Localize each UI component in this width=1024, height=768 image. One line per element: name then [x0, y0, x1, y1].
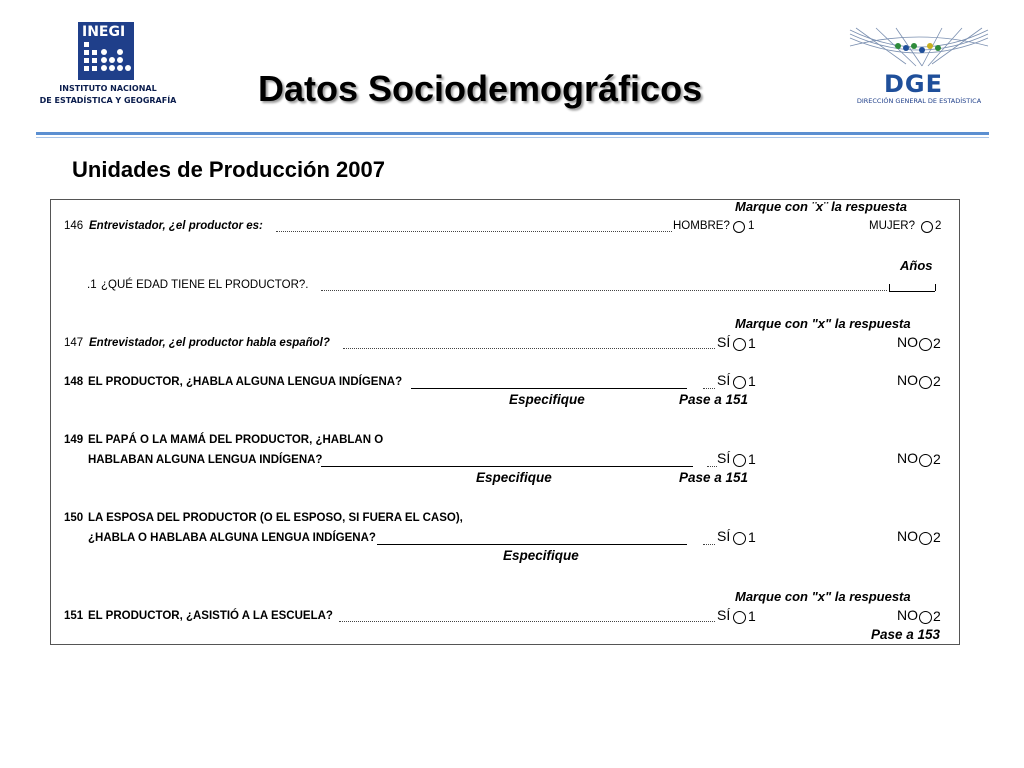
q150-no-code: 2 [933, 529, 941, 545]
q150-yes-label: SÍ [717, 528, 731, 544]
q146-opt2-code: 2 [935, 220, 942, 232]
q148-yes-label: SÍ [717, 372, 731, 388]
q146-1-leader [321, 290, 887, 291]
q148-yes-code: 1 [748, 373, 756, 389]
q148-leader [703, 388, 715, 389]
q149-text-line1: EL PAPÁ O LA MAMÁ DEL PRODUCTOR, ¿HABLAN O [88, 434, 384, 446]
q147-text: Entrevistador, ¿el productor habla español? [89, 337, 330, 349]
q150-text-line1: LA ESPOSA DEL PRODUCTOR (O EL ESPOSO, SI FUERA EL CASO), [88, 512, 463, 524]
page-title: Datos Sociodemográficos [258, 68, 703, 109]
q148-no-code: 2 [933, 373, 941, 389]
q147-yes-radio[interactable] [733, 338, 746, 351]
q151-no-radio[interactable] [919, 611, 932, 624]
q146-opt2-label: MUJER? [869, 220, 916, 232]
q148-no-radio[interactable] [919, 376, 932, 389]
q150-text-line2: ¿HABLA O HABLABA ALGUNA LENGUA INDÍGENA? [88, 532, 376, 544]
q150-specify-label: Especifique [503, 548, 579, 563]
header-divider-thin [36, 137, 989, 138]
q146-1-number: .1 [87, 279, 97, 291]
dge-logo-line1: DIRECCIÓN GENERAL DE ESTADÍSTICA [856, 97, 982, 105]
q150-yes-radio[interactable] [733, 532, 746, 545]
q147-no-label: NO [897, 334, 918, 350]
q146-opt1-label: HOMBRE? [673, 220, 730, 232]
q148-text: EL PRODUCTOR, ¿HABLA ALGUNA LENGUA INDÍGENA? [88, 376, 403, 388]
q146-1-unit: Años [900, 258, 933, 273]
instruction-146: Marque con ¨x¨ la respuesta [735, 199, 907, 214]
q146-1-text: ¿QUÉ EDAD TIENE EL PRODUCTOR?. [101, 279, 309, 291]
q150-number: 150 [64, 512, 84, 524]
q150-leader [703, 544, 715, 545]
q149-text-line2: HABLABAN ALGUNA LENGUA INDÍGENA? [88, 454, 323, 466]
q150-no-radio[interactable] [919, 532, 932, 545]
subtitle: Unidades de Producción 2007 [72, 157, 385, 182]
q147-no-radio[interactable] [919, 338, 932, 351]
dge-logo-icon [846, 24, 992, 70]
q148-number: 148 [64, 376, 84, 388]
q146-opt2-radio[interactable] [921, 221, 933, 233]
dge-logo-word: DGE [884, 70, 944, 98]
q147-number: 147 [64, 337, 84, 349]
q151-text: EL PRODUCTOR, ¿ASISTIÓ A LA ESCUELA? [88, 610, 333, 622]
q146-1-age-input[interactable] [889, 291, 935, 292]
dge-logo [846, 24, 992, 108]
inegi-logo [38, 22, 178, 114]
q146-1-age-tick-left [889, 284, 890, 291]
q149-yes-code: 1 [748, 451, 756, 467]
q151-yes-label: SÍ [717, 607, 731, 623]
inegi-logo-line2: DE ESTADÍSTICA Y GEOGRAFÍA [39, 96, 177, 105]
q146-text: Entrevistador, ¿el productor es: [89, 220, 263, 232]
q146-leader [276, 231, 672, 232]
q151-no-code: 2 [933, 608, 941, 624]
inegi-logo-word: INEGI [82, 24, 126, 40]
instruction-147: Marque con "x" la respuesta [735, 316, 911, 331]
q151-no-label: NO [897, 607, 918, 623]
q147-yes-label: SÍ [717, 334, 731, 350]
q147-yes-code: 1 [748, 335, 756, 351]
q151-skip: Pase a 153 [871, 627, 941, 642]
q151-number: 151 [64, 610, 84, 622]
q151-leader [339, 621, 715, 622]
q149-leader [707, 466, 717, 467]
q146-number: 146 [64, 220, 84, 232]
instruction-151: Marque con "x" la respuesta [735, 589, 911, 604]
q146-1-age-tick-right [935, 284, 936, 291]
q149-number: 149 [64, 434, 84, 446]
q151-yes-code: 1 [748, 608, 756, 624]
q149-no-code: 2 [933, 451, 941, 467]
questionnaire-form [50, 199, 960, 645]
q149-specify-input[interactable] [321, 466, 693, 467]
q149-yes-label: SÍ [717, 450, 731, 466]
q150-no-label: NO [897, 528, 918, 544]
inegi-logo-line1: INSTITUTO NACIONAL [59, 84, 157, 93]
header-divider [36, 132, 989, 135]
q149-skip: Pase a 151 [679, 470, 749, 485]
q148-specify-label: Especifique [509, 392, 585, 407]
q149-no-radio[interactable] [919, 454, 932, 467]
q146-opt1-code: 1 [748, 220, 755, 232]
q148-no-label: NO [897, 372, 918, 388]
q149-specify-label: Especifique [476, 470, 552, 485]
q150-specify-input[interactable] [377, 544, 687, 545]
q148-yes-radio[interactable] [733, 376, 746, 389]
q147-no-code: 2 [933, 335, 941, 351]
q149-no-label: NO [897, 450, 918, 466]
q148-specify-input[interactable] [411, 388, 687, 389]
q146-opt1-radio[interactable] [733, 221, 745, 233]
q148-skip: Pase a 151 [679, 392, 749, 407]
q149-yes-radio[interactable] [733, 454, 746, 467]
q151-yes-radio[interactable] [733, 611, 746, 624]
q150-yes-code: 1 [748, 529, 756, 545]
q147-leader [343, 348, 715, 349]
